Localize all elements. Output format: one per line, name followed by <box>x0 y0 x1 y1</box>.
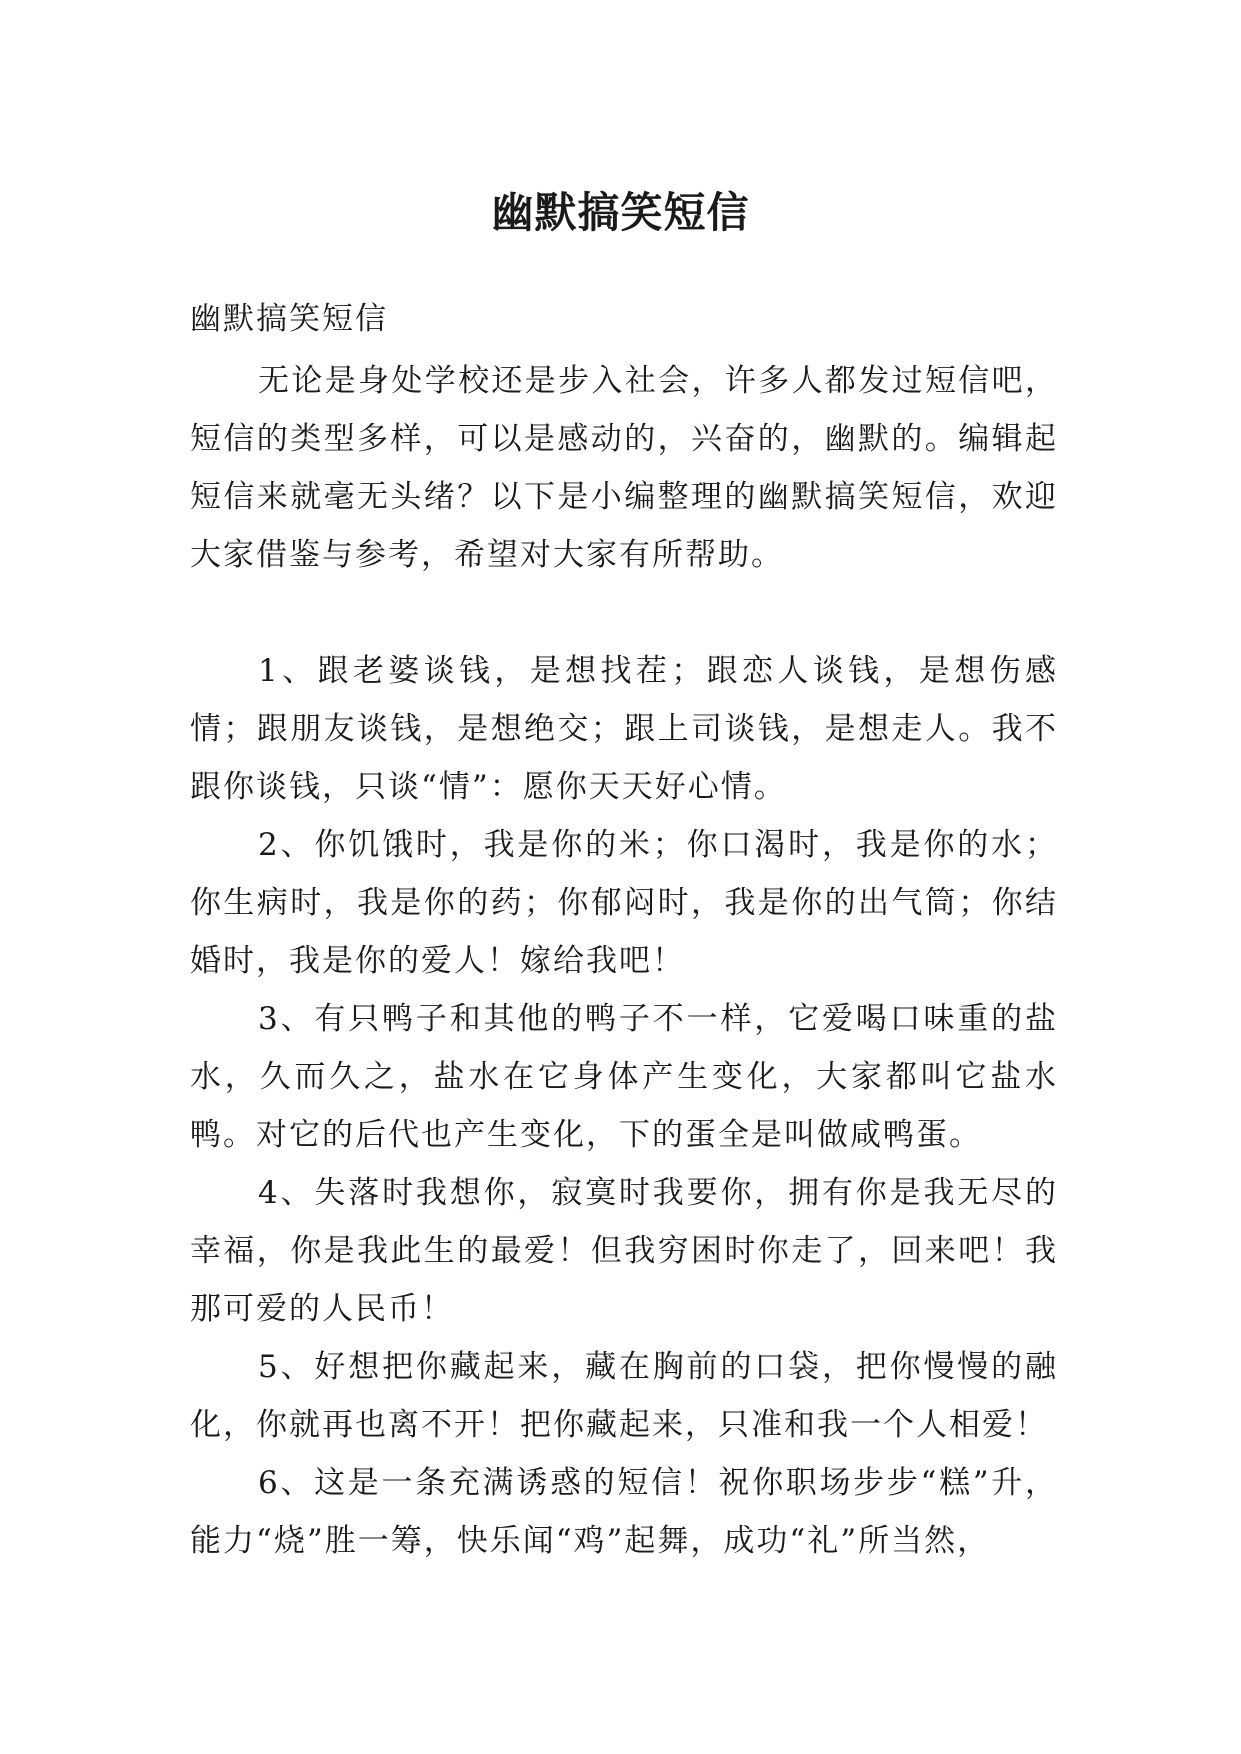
document-subtitle: 幽默搞笑短信 <box>190 301 388 337</box>
message-item: 6、这是一条充满诱惑的短信！祝你职场步步“糕”升，能力“烧”胜一筹，快乐闻“鸡”起舞，成功“礼”所当然， <box>190 1465 1058 1559</box>
message-item: 2、你饥饿时，我是你的米；你口渴时，我是你的水；你生病时，我是你的药；你郁闷时，我是你的出气筒；你结婚时，我是你的爱人！嫁给我吧！ <box>190 827 1058 979</box>
message-item: 3、有只鸭子和其他的鸭子不一样，它爱喝口味重的盐水，久而久之，盐水在它身体产生变化，大家都叫它盐水鸭。对它的后代也产生变化，下的蛋全是叫做咸鸭蛋。 <box>190 1001 1058 1153</box>
document-body <box>190 290 1058 1570</box>
message-item: 1、跟老婆谈钱，是想找茬；跟恋人谈钱，是想伤感情；跟朋友谈钱，是想绝交；跟上司谈钱，是想走人。我不跟你谈钱，只谈“情”：愿你天天好心情。 <box>190 653 1058 805</box>
intro-paragraph: 无论是身处学校还是步入社会，许多人都发过短信吧，短信的类型多样，可以是感动的，兴奋的，幽默的。编辑起短信来就毫无头绪？以下是小编整理的幽默搞笑短信，欢迎大家借鉴与参考，希望对大家有所帮助。 <box>190 363 1058 573</box>
page-title: 幽默搞笑短信 <box>491 188 750 238</box>
message-item: 4、失落时我想你，寂寞时我要你，拥有你是我无尽的幸福，你是我此生的最爱！但我穷困时你走了，回来吧！我那可爱的人民币！ <box>190 1175 1058 1327</box>
message-item: 5、好想把你藏起来，藏在胸前的口袋，把你慢慢的融化，你就再也离不开！把你藏起来，只准和我一个人相爱！ <box>190 1349 1058 1443</box>
